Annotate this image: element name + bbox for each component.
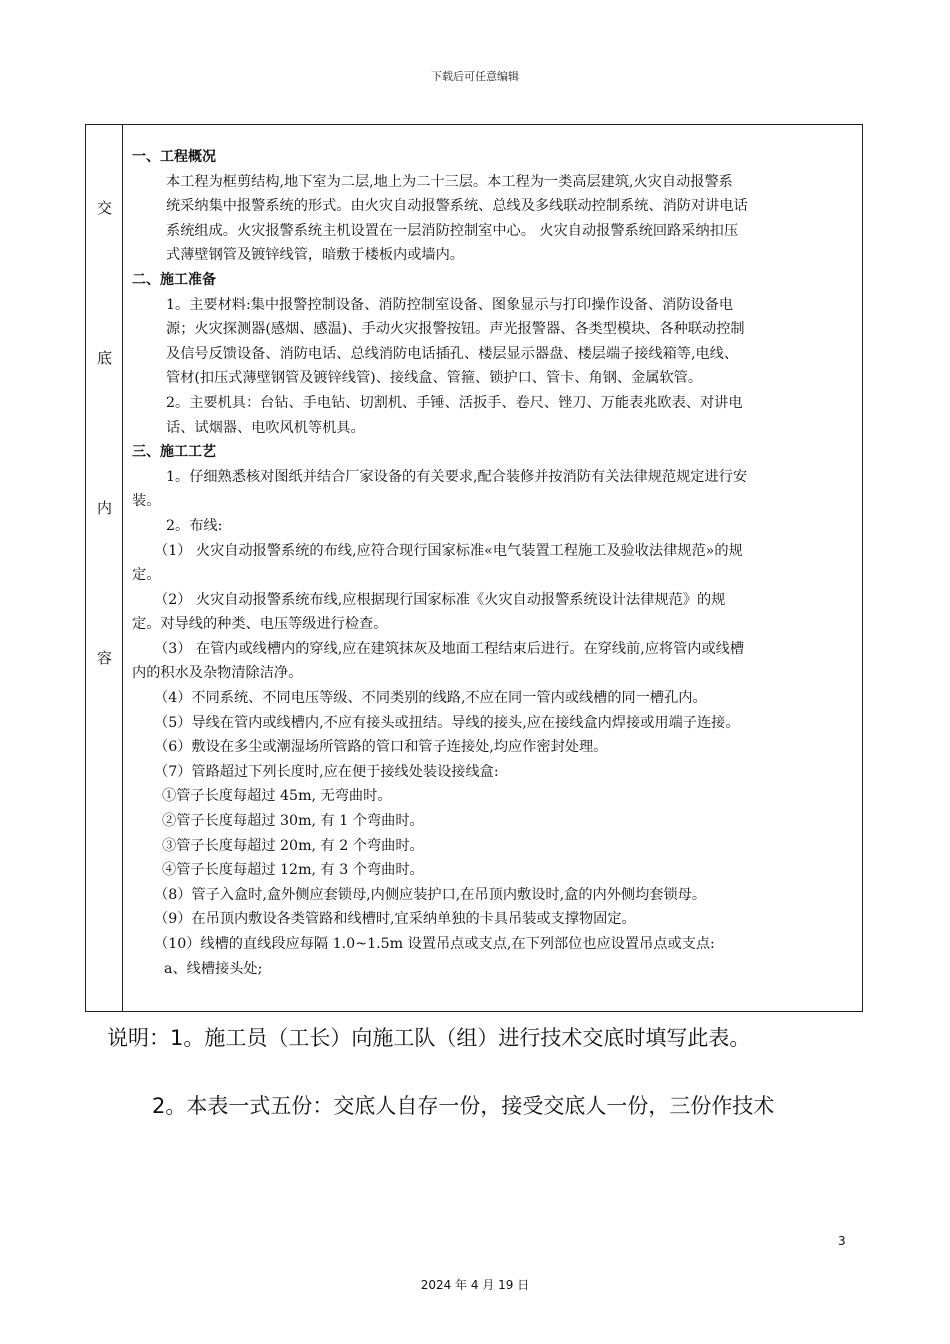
note-line-1: 说明：1。施工员（工长）向施工队（组）进行技术交底时填写此表。 <box>107 1026 751 1050</box>
text-line: 统采纳集中报警系统的形式。由火灾自动报警系统、总线及多线联动控制系统、消防对讲电话 <box>166 198 748 215</box>
text-line: 源；火灾探测器(感烟、感温)、手动火灾报警按钮。声光报警器、各类型模块、各种联动控制 <box>166 321 745 338</box>
text-line: （4）不同系统、不同电压等级、不同类别的线路,不应在同一管内或线槽的同一槽孔内。 <box>154 690 707 707</box>
text-line: 装。 <box>132 493 161 510</box>
text-line: （6）敷设在多尘或潮湿场所管路的管口和管子连接处,均应作密封处理。 <box>154 739 608 756</box>
text-line: （5）导线在管内或线槽内,不应有接头或扭结。导线的接头,应在接线盒内焊接或用端子连接。 <box>154 714 740 731</box>
text-line: （7）管路超过下列长度时,应在便于接线处装设接线盒: <box>154 763 499 780</box>
side-label-char: 容 <box>96 649 112 667</box>
text-line: （1） 火灾自动报警系统的布线,应符合现行国家标准«电气装置工程施工及验收法律规范»的规 <box>154 542 743 559</box>
text-line: （10）线槽的直线段应每隔 1.0~1.5m 设置吊点或支点,在下列部位也应设置吊点或支点: <box>154 936 715 952</box>
section-title: 一、工程概况 <box>132 149 216 165</box>
text-line: （8）管子入盒时,盒外侧应套锁母,内侧应装护口,在吊顶内敷设时,盒的内外侧均套锁母。 <box>154 886 707 903</box>
text-line: 本工程为框剪结构,地下室为二层,地上为二十三层。本工程为一类高层建筑,火灾自动报警系 <box>166 173 733 190</box>
handover-table <box>85 124 863 1012</box>
page-number: 3 <box>838 1234 846 1248</box>
text-line: 管材(扣压式薄壁钢管及镀锌线管)、接线盒、管箍、锁护口、管卡、角钢、金属软管。 <box>166 370 703 387</box>
text-line: 1。仔细熟悉核对图纸并结合厂家设备的有关要求,配合装修并按消防有关法律规范规定进行安 <box>166 468 748 485</box>
text-line: 式薄壁钢管及镀锌线管，暗敷于楼板内或墙内。 <box>166 247 464 264</box>
text-line: ①管子长度每超过 45m, 无弯曲时。 <box>162 788 392 805</box>
text-line: 定。对导线的种类、电压等级进行检查。 <box>132 616 388 633</box>
note-line-2: 2。本表一式五份：交底人自存一份，接受交底人一份，三份作技术 <box>152 1094 775 1118</box>
text-line: ②管子长度每超过 30m, 有 1 个弯曲时。 <box>162 813 424 830</box>
side-label-column <box>86 125 123 1011</box>
text-line: 及信号反馈设备、消防电话、总线消防电话插孔、楼层显示器盘、楼层端子接线箱等,电线、 <box>166 345 739 362</box>
section-title: 三、施工工艺 <box>132 444 216 461</box>
section-title: 二、施工准备 <box>132 271 216 288</box>
text-line: ④管子长度每超过 12m, 有 3 个弯曲时。 <box>162 862 424 879</box>
text-line: （2） 火灾自动报警系统布线,应根据现行国家标准《火灾自动报警系统设计法律规范》的规 <box>154 591 726 608</box>
header-note: 下载后可任意编辑 <box>431 70 519 83</box>
text-line: 话、试烟器、电吹风机等机具。 <box>166 419 365 436</box>
text-line: 2。主要机具：台钻、手电钻、切割机、手锤、活扳手、卷尺、锉刀、万能表兆欧表、对讲电 <box>166 394 743 411</box>
side-label-char: 内 <box>96 499 112 517</box>
text-line: （3） 在管内或线槽内的穿线,应在建筑抹灰及地面工程结束后进行。在穿线前,应将管内或线槽 <box>154 640 745 657</box>
text-line: 1。主要材料:集中报警控制设备、消防控制室设备、图象显示与打印操作设备、消防设备电 <box>166 296 734 313</box>
text-line: 系统组成。火灾报警系统主机设置在一层消防控制室中心。 火灾自动报警系统回路采纳扣压 <box>166 222 739 239</box>
text-line: （9）在吊顶内敷设各类管路和线槽时,宜采纳单独的卡具吊装或支撑物固定。 <box>154 911 636 928</box>
side-label-char: 底 <box>96 349 112 367</box>
text-line: a、线槽接头处; <box>164 960 263 977</box>
date-footer: 2024 年 4 月 19 日 <box>420 1278 530 1292</box>
text-line: 内的积水及杂物清除洁净。 <box>132 665 303 682</box>
handover-content <box>132 145 856 981</box>
text-line: 定。 <box>132 567 161 584</box>
text-line: 2。布线: <box>166 517 223 534</box>
text-line: ③管子长度每超过 20m, 有 2 个弯曲时。 <box>162 837 424 854</box>
side-label-char: 交 <box>96 199 112 217</box>
